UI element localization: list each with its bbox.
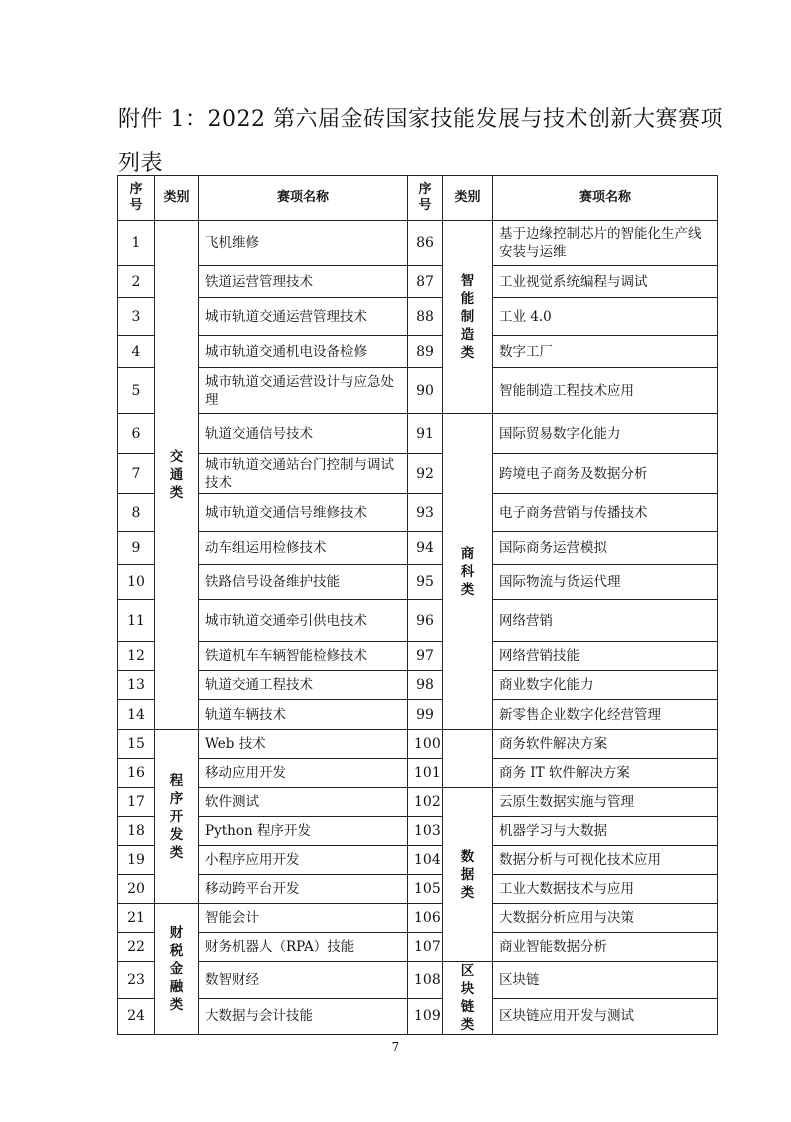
row-name-right: 国际商务运营模拟 bbox=[493, 532, 718, 565]
row-no-right: 103 bbox=[408, 817, 443, 846]
row-name-right: 商业智能数据分析 bbox=[493, 933, 718, 962]
row-name: 城市轨道交通机电设备检修 bbox=[199, 336, 408, 368]
row-no-right: 86 bbox=[408, 221, 443, 266]
category-cell-right: 商科类 bbox=[443, 414, 493, 730]
row-name: 数智财经 bbox=[199, 962, 408, 999]
row-no: 13 bbox=[118, 671, 155, 700]
row-name-right: 数字工厂 bbox=[493, 336, 718, 368]
row-no: 9 bbox=[118, 532, 155, 565]
header-no-right: 序号 bbox=[408, 176, 443, 221]
row-no: 23 bbox=[118, 962, 155, 999]
row-name-right: 数据分析与可视化技术应用 bbox=[493, 846, 718, 875]
row-name: 城市轨道交通站台门控制与调试技术 bbox=[199, 454, 408, 494]
row-name-right: 工业大数据技术与应用 bbox=[493, 875, 718, 904]
row-name: 智能会计 bbox=[199, 904, 408, 933]
row-name: 城市轨道交通运营设计与应急处理 bbox=[199, 368, 408, 414]
row-name: 城市轨道交通信号维修技术 bbox=[199, 494, 408, 532]
row-no: 15 bbox=[118, 730, 155, 759]
row-no-right: 93 bbox=[408, 494, 443, 532]
table-row bbox=[118, 904, 718, 933]
row-name-right: 新零售企业数字化经营管理 bbox=[493, 700, 718, 730]
row-no-right: 89 bbox=[408, 336, 443, 368]
row-no: 16 bbox=[118, 759, 155, 788]
row-no: 12 bbox=[118, 642, 155, 671]
row-no: 1 bbox=[118, 221, 155, 266]
row-no: 10 bbox=[118, 565, 155, 600]
row-no: 2 bbox=[118, 266, 155, 298]
category-cell-right: 智能制造类 bbox=[443, 221, 493, 414]
category-cell-right: 数据类 bbox=[443, 788, 493, 962]
table-row bbox=[118, 336, 718, 368]
row-no-right: 98 bbox=[408, 671, 443, 700]
row-no: 11 bbox=[118, 600, 155, 642]
row-name: 城市轨道交通牵引供电技术 bbox=[199, 600, 408, 642]
row-no: 18 bbox=[118, 817, 155, 846]
table-row bbox=[118, 671, 718, 700]
table-row bbox=[118, 565, 718, 600]
table-row bbox=[118, 759, 718, 788]
row-no-right: 101 bbox=[408, 759, 443, 788]
row-name-right: 云原生数据实施与管理 bbox=[493, 788, 718, 817]
category-cell: 财税金融类 bbox=[155, 904, 199, 1035]
row-no: 4 bbox=[118, 336, 155, 368]
table-row bbox=[118, 532, 718, 565]
header-no: 序号 bbox=[118, 176, 155, 221]
row-no: 22 bbox=[118, 933, 155, 962]
row-no-right: 87 bbox=[408, 266, 443, 298]
row-name-right: 商务软件解决方案 bbox=[493, 730, 718, 759]
table-row bbox=[118, 875, 718, 904]
row-name: 小程序应用开发 bbox=[199, 846, 408, 875]
row-name-right: 国际物流与货运代理 bbox=[493, 565, 718, 600]
header-row bbox=[118, 176, 718, 221]
row-no: 19 bbox=[118, 846, 155, 875]
row-name: 大数据与会计技能 bbox=[199, 998, 408, 1035]
row-name-right: 商业数字化能力 bbox=[493, 671, 718, 700]
row-name-right: 基于边缘控制芯片的智能化生产线安装与运维 bbox=[493, 221, 718, 266]
row-no-right: 108 bbox=[408, 962, 443, 999]
row-name-right: 区块链应用开发与测试 bbox=[493, 998, 718, 1035]
row-no: 3 bbox=[118, 298, 155, 336]
row-name: 软件测试 bbox=[199, 788, 408, 817]
table-row bbox=[118, 642, 718, 671]
row-name: 移动跨平台开发 bbox=[199, 875, 408, 904]
row-name-right: 区块链 bbox=[493, 962, 718, 999]
row-name-right: 国际贸易数字化能力 bbox=[493, 414, 718, 454]
table-row bbox=[118, 933, 718, 962]
event-table bbox=[117, 175, 718, 1035]
row-name: 轨道交通信号技术 bbox=[199, 414, 408, 454]
row-no-right: 96 bbox=[408, 600, 443, 642]
row-name: 财务机器人（RPA）技能 bbox=[199, 933, 408, 962]
row-no-right: 92 bbox=[408, 454, 443, 494]
table-row bbox=[118, 494, 718, 532]
row-name-right: 智能制造工程技术应用 bbox=[493, 368, 718, 414]
category-cell: 程序开发类 bbox=[155, 730, 199, 904]
row-name: 轨道交通工程技术 bbox=[199, 671, 408, 700]
table-row bbox=[118, 414, 718, 454]
row-no-right: 90 bbox=[408, 368, 443, 414]
table-row bbox=[118, 730, 718, 759]
row-name-right: 电子商务营销与传播技术 bbox=[493, 494, 718, 532]
row-name: 动车组运用检修技术 bbox=[199, 532, 408, 565]
table-row bbox=[118, 266, 718, 298]
row-no-right: 106 bbox=[408, 904, 443, 933]
row-name-right: 跨境电子商务及数据分析 bbox=[493, 454, 718, 494]
row-no-right: 109 bbox=[408, 998, 443, 1035]
row-name-right: 工业视觉系统编程与调试 bbox=[493, 266, 718, 298]
table-row bbox=[118, 998, 718, 1035]
row-name-right: 机器学习与大数据 bbox=[493, 817, 718, 846]
row-no-right: 91 bbox=[408, 414, 443, 454]
row-name: 铁道机车车辆智能检修技术 bbox=[199, 642, 408, 671]
row-name: 轨道车辆技术 bbox=[199, 700, 408, 730]
category-cell-right: 区块链类 bbox=[443, 962, 493, 1035]
row-name: 飞机维修 bbox=[199, 221, 408, 266]
row-name: 移动应用开发 bbox=[199, 759, 408, 788]
header-category: 类别 bbox=[155, 176, 199, 221]
header-name: 赛项名称 bbox=[199, 176, 408, 221]
row-no-right: 104 bbox=[408, 846, 443, 875]
table-row bbox=[118, 454, 718, 494]
table-row bbox=[118, 700, 718, 730]
table-row bbox=[118, 600, 718, 642]
row-no-right: 95 bbox=[408, 565, 443, 600]
category-cell: 交通类 bbox=[155, 221, 199, 730]
header-name-right: 赛项名称 bbox=[493, 176, 718, 221]
row-no-right: 107 bbox=[408, 933, 443, 962]
table-row bbox=[118, 221, 718, 266]
row-name: 铁路信号设备维护技能 bbox=[199, 565, 408, 600]
row-no-right: 99 bbox=[408, 700, 443, 730]
row-no: 7 bbox=[118, 454, 155, 494]
row-name-right: 商务 IT 软件解决方案 bbox=[493, 759, 718, 788]
table-row bbox=[118, 368, 718, 414]
row-name-right: 网络营销技能 bbox=[493, 642, 718, 671]
row-name: Python 程序开发 bbox=[199, 817, 408, 846]
page-number: 7 bbox=[391, 1040, 400, 1054]
row-name-right: 网络营销 bbox=[493, 600, 718, 642]
row-no-right: 100 bbox=[408, 730, 443, 759]
category-cell-right bbox=[443, 730, 493, 788]
row-name: 铁道运营管理技术 bbox=[199, 266, 408, 298]
header-category-right: 类别 bbox=[443, 176, 493, 221]
page-title: 附件 1：2022 第六届金砖国家技能发展与技术创新大赛赛项列表 bbox=[118, 107, 723, 176]
row-no-right: 88 bbox=[408, 298, 443, 336]
table-row bbox=[118, 846, 718, 875]
table-row bbox=[118, 962, 718, 999]
row-name-right: 大数据分析应用与决策 bbox=[493, 904, 718, 933]
row-no: 14 bbox=[118, 700, 155, 730]
row-name: 城市轨道交通运营管理技术 bbox=[199, 298, 408, 336]
row-no: 24 bbox=[118, 998, 155, 1035]
row-name-right: 工业 4.0 bbox=[493, 298, 718, 336]
table-row bbox=[118, 817, 718, 846]
row-no-right: 102 bbox=[408, 788, 443, 817]
row-no: 6 bbox=[118, 414, 155, 454]
row-no-right: 105 bbox=[408, 875, 443, 904]
row-no-right: 97 bbox=[408, 642, 443, 671]
row-no: 17 bbox=[118, 788, 155, 817]
table-row bbox=[118, 788, 718, 817]
row-name: Web 技术 bbox=[199, 730, 408, 759]
row-no: 8 bbox=[118, 494, 155, 532]
row-no-right: 94 bbox=[408, 532, 443, 565]
row-no: 5 bbox=[118, 368, 155, 414]
row-no: 20 bbox=[118, 875, 155, 904]
table-row bbox=[118, 298, 718, 336]
row-no: 21 bbox=[118, 904, 155, 933]
